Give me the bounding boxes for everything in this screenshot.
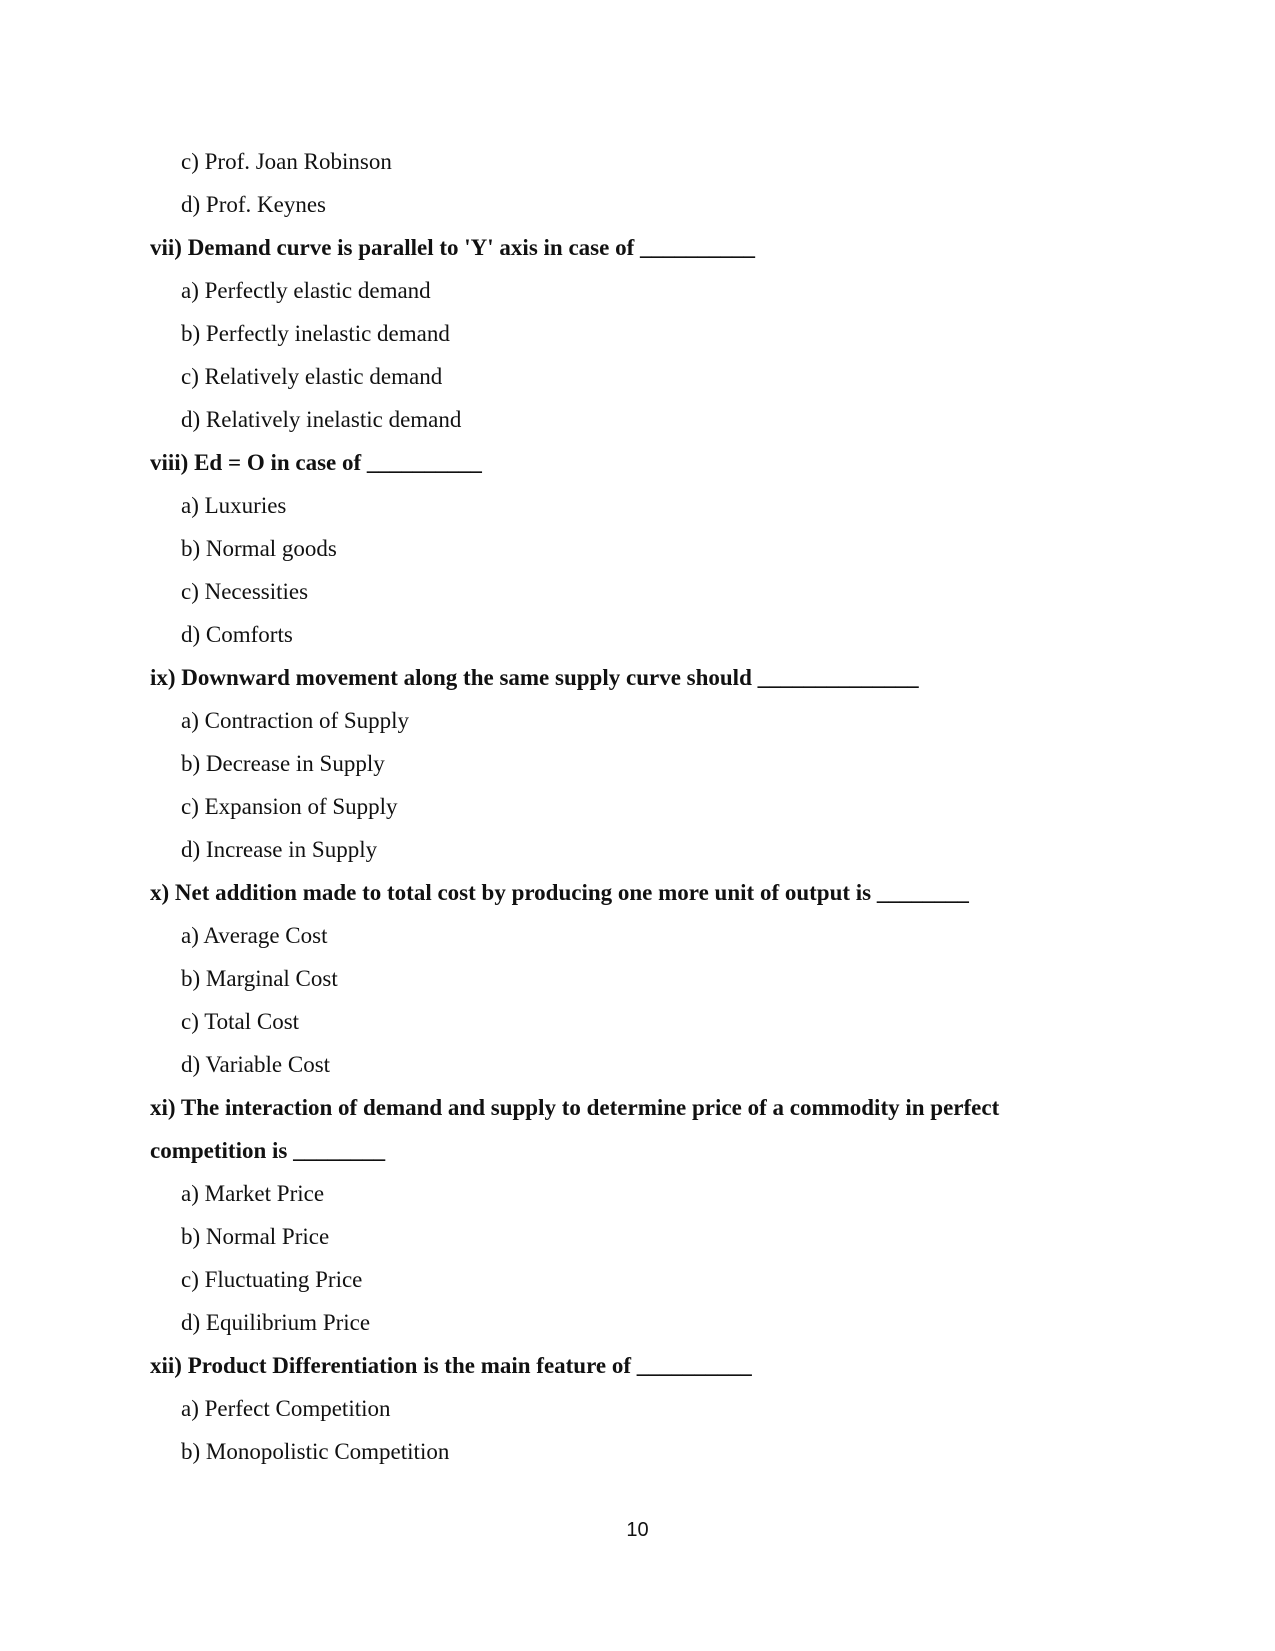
option-line: b) Marginal Cost (181, 966, 338, 991)
page-number: 10 (626, 1519, 649, 1541)
question-line: xi) The interaction of demand and supply to determine price of a commodity in perfect (150, 1095, 1000, 1120)
option-line: a) Market Price (181, 1181, 325, 1206)
option-line: c) Necessities (181, 579, 309, 604)
option-line: a) Perfectly elastic demand (181, 278, 431, 303)
option-line: a) Average Cost (181, 923, 328, 948)
option-line: c) Expansion of Supply (181, 794, 398, 819)
option-line: d) Relatively inelastic demand (181, 407, 462, 432)
option-line: b) Monopolistic Competition (181, 1439, 450, 1464)
option-line: c) Fluctuating Price (181, 1267, 363, 1292)
question-line: competition is ________ (150, 1138, 386, 1163)
option-line: c) Total Cost (181, 1009, 300, 1034)
question-line: viii) Ed = O in case of __________ (150, 450, 482, 475)
option-line: d) Equilibrium Price (181, 1310, 371, 1335)
option-line: b) Normal goods (181, 536, 337, 561)
option-line: a) Contraction of Supply (181, 708, 410, 733)
question-line: x) Net addition made to total cost by producing one more unit of output is ________ (150, 880, 969, 905)
option-line: d) Prof. Keynes (181, 192, 326, 217)
option-line: d) Increase in Supply (181, 837, 378, 862)
question-line: ix) Downward movement along the same supply curve should ______________ (150, 665, 919, 690)
option-line: b) Normal Price (181, 1224, 330, 1249)
option-line: d) Variable Cost (181, 1052, 331, 1077)
option-line: c) Relatively elastic demand (181, 364, 443, 389)
option-line: b) Perfectly inelastic demand (181, 321, 450, 346)
option-line: a) Luxuries (181, 493, 287, 518)
option-line: d) Comforts (181, 622, 293, 647)
option-line: b) Decrease in Supply (181, 751, 385, 776)
question-line: vii) Demand curve is parallel to 'Y' axis in case of __________ (150, 235, 755, 260)
question-line: xii) Product Differentiation is the main feature of __________ (150, 1353, 752, 1378)
option-line: a) Perfect Competition (181, 1396, 391, 1421)
option-line: c) Prof. Joan Robinson (181, 149, 392, 174)
